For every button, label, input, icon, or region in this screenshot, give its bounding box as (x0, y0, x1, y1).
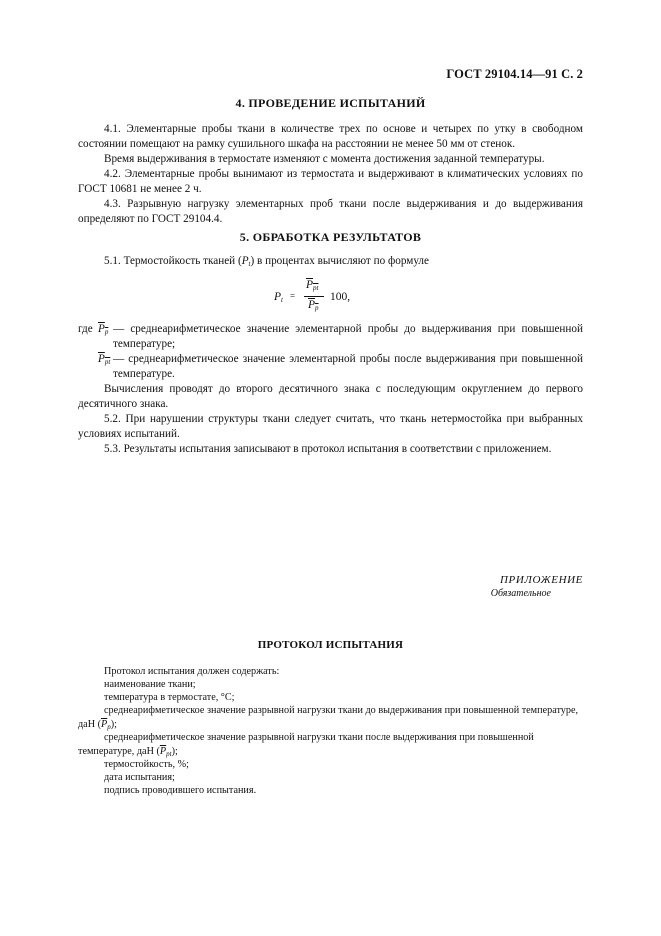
where-label: где (78, 323, 93, 335)
formula-num-sym: P (306, 279, 314, 291)
def1-sub: p (104, 328, 109, 336)
page-header: ГОСТ 29104.14—91 С. 2 (446, 67, 583, 81)
formula-lhs-sub: t (281, 296, 283, 304)
def1-symbol (98, 322, 108, 340)
appendix-label: ПРИЛОЖЕНИЕ (500, 574, 583, 586)
item3-sym: $\overline{P}$ (101, 718, 108, 730)
protocol-item-date: дата испытания; (104, 772, 175, 783)
formula-den-sub: p (315, 304, 319, 312)
item3-sub: p (107, 722, 111, 731)
formula-lhs (274, 291, 283, 304)
item4-sub: pt (166, 749, 172, 758)
protocol-item-temperature: температура в термостате, °С; (104, 692, 235, 703)
section-5-title: 5. ОБРАБОТКА РЕЗУЛЬТАТОВ (239, 230, 422, 244)
protocol-item-fabric: наименование ткани; (104, 679, 196, 690)
p51-pre: 5.1. Термостойкость тканей ( (104, 255, 242, 267)
formula-lhs-sym: P (274, 291, 282, 303)
p51-sym: P (241, 255, 249, 267)
formula-den-sym: P (308, 299, 316, 311)
formula-numerator (306, 279, 318, 292)
formula-num-sub: pt (313, 284, 319, 292)
protocol-item-load-before (78, 704, 583, 734)
protocol-item-load-after (78, 731, 583, 761)
paragraph-4-3: 4.3. Разрывную нагрузку элементарных проб ткани после выдерживания и до выдерживания определяют по ГОСТ 29104.4. (78, 198, 583, 225)
protocol-intro: Протокол испытания должен содержать: (104, 666, 280, 677)
item4-pre: среднеарифметическое значение разрывной нагрузки ткани после выдерживания при повышенной температуре, даН ( (78, 732, 534, 757)
item3-pre: среднеарифметическое значение разрывной нагрузки ткани до выдерживания при повышенной температуре, даН ( (78, 705, 579, 730)
formula-multiplier: 100, (330, 291, 351, 303)
paragraph-5-1-rounding: Вычисления проводят до второго десятичного знака с последующим округлением до первого десятичного знака. (78, 383, 583, 410)
def1-text: — среднеарифметическое значение элементарной пробы до выдерживания при повышенной температуре; (113, 323, 583, 350)
paragraph-4-1: 4.1. Элементарные пробы ткани в количестве трех по основе и четырех по утку в свободном состоянии помещают на рамку сушильного шкафа на расстоянии не менее 50 мм от стенок. (78, 123, 583, 150)
appendix-sublabel: Обязательное (490, 588, 551, 599)
item4-post: ); (171, 745, 178, 757)
formula-denominator (308, 299, 319, 312)
paragraph-4-1-time: Время выдерживания в термостате изменяют с момента достижения заданной температуры. (104, 153, 545, 165)
formula (274, 279, 394, 319)
protocol-item-thermostability: термостойкость, %; (104, 759, 189, 770)
item3-post: ); (110, 718, 117, 730)
p51-post: ) в процентах вычисляют по формуле (250, 255, 429, 267)
def2-sym: P (98, 353, 105, 365)
formula-equals: = (290, 291, 296, 301)
item4-sym: $\overline{P}$ (159, 745, 167, 757)
def2-symbol (98, 352, 110, 370)
paragraph-5-2: 5.2. При нарушении структуры ткани следует считать, что ткань нетермостойка при выбранных условиях испытаний. (78, 413, 583, 440)
protocol-title: ПРОТОКОЛ ИСПЫТАНИЯ (257, 639, 404, 651)
paragraph-4-2: 4.2. Элементарные пробы вынимают из термостата и выдерживают в климатических условиях по ГОСТ 10681 не менее 2 ч. (78, 168, 583, 195)
section-4-title: 4. ПРОВЕДЕНИЕ ИСПЫТАНИЙ (235, 96, 426, 110)
def2-sub: pt (104, 358, 111, 366)
def2-text: — среднеарифметическое значение элементарной пробы после выдерживания при повышенной температуре. (113, 353, 583, 380)
def1-sym: P (98, 323, 105, 335)
formula-fraction-line (304, 296, 324, 297)
paragraph-5-3: 5.3. Результаты испытания записывают в протокол испытания в соответствии с приложением. (104, 443, 552, 455)
paragraph-5-1 (78, 254, 583, 272)
protocol-item-signature: подпись проводившего испытания. (104, 785, 257, 796)
p51-sub: t (248, 260, 251, 268)
